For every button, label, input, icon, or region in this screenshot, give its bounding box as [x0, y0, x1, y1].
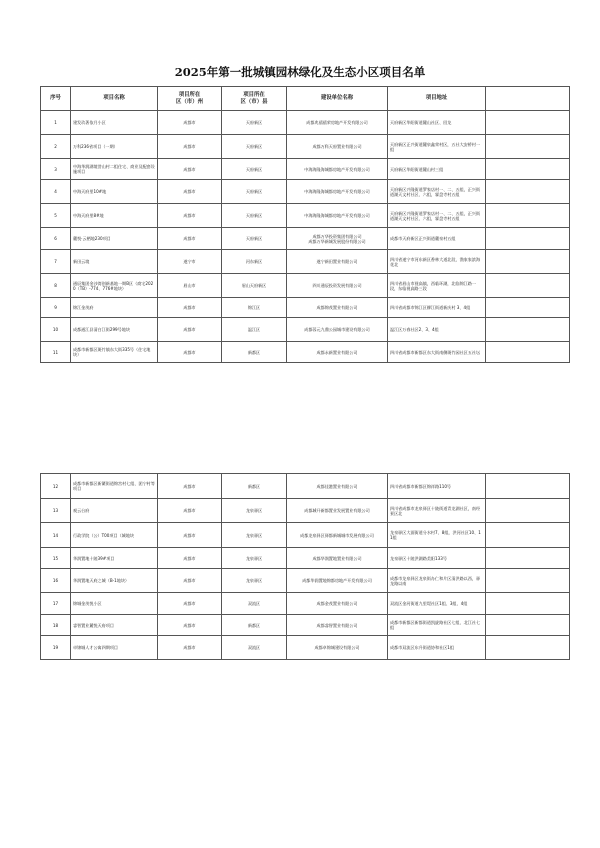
cell-name: 通辰集团金沙湾创新基地一期B区（商宅2020（TB）-774、776#地块） — [71, 274, 158, 298]
cell-no: 1 — [41, 111, 71, 135]
cell-unit: 中海海隆海城都房地产开发有限公司 — [287, 180, 388, 204]
cell-extra — [486, 569, 570, 593]
cell-addr: 成都市双流区东升街道协和社区1组 — [388, 636, 486, 660]
cell-addr: 龙泉驿区大面街道分水村7、8组，洪河社区10、11组 — [388, 523, 486, 548]
cell-unit: 成都永新置业有限公司 — [287, 342, 388, 363]
cell-county: 温江区 — [222, 318, 287, 342]
table-row — [41, 615, 570, 636]
cell-addr: 四川省眉山市视高镇，西临环湖，北临锦江路一段，东临视高路三段 — [388, 274, 486, 298]
table-row — [41, 298, 570, 318]
cell-no: 18 — [41, 615, 71, 636]
cell-unit: 成都龙泉驿区驿都新城城市发展有限公司 — [287, 523, 388, 548]
cell-city: 成都市 — [158, 636, 222, 660]
cell-name: 中海天府里10#地 — [71, 180, 158, 204]
cell-unit: 成都万科天府置业有限公司 — [287, 135, 388, 159]
cell-extra — [486, 298, 570, 318]
cell-extra — [486, 274, 570, 298]
header-city: 项目所在 区（市）州 — [158, 87, 222, 111]
cell-no: 16 — [41, 569, 71, 593]
cell-city: 成都市 — [158, 593, 222, 615]
cell-city: 成都市 — [158, 569, 222, 593]
cell-extra — [486, 342, 570, 363]
cell-county: 新都区 — [222, 342, 287, 363]
cell-addr: 四川省成都市新都区东大街南侧斑竹园社区五社坛 — [388, 342, 486, 363]
cell-extra — [486, 499, 570, 523]
cell-name: 观云台府 — [71, 499, 158, 523]
cell-city: 成都市 — [158, 135, 222, 159]
cell-name: 华润置地十陵39#项目 — [71, 548, 158, 569]
cell-extra — [486, 180, 570, 204]
cell-name: 成都通江县清白江街299号地块 — [71, 318, 158, 342]
cell-city: 成都市 — [158, 159, 222, 180]
table-row — [41, 135, 570, 159]
cell-county: 龙泉驿区 — [222, 548, 287, 569]
cell-county: 双流区 — [222, 636, 287, 660]
cell-no: 11 — [41, 342, 71, 363]
cell-county: 天府新区 — [222, 228, 287, 250]
cell-county: 新都区 — [222, 474, 287, 499]
table-row — [41, 180, 570, 204]
cell-unit: 成都卓锦城建设有限公司 — [287, 636, 388, 660]
header-seq: 序号 — [41, 87, 71, 111]
cell-no: 5 — [41, 204, 71, 228]
cell-name: 成都市新都区新繁街道锦宫村七组、团宁村等项目 — [71, 474, 158, 499]
cell-addr: 成都市天府新区正兴街道麓泉村五组 — [388, 228, 486, 250]
cell-unit: 成都华润置地锦都房地产开发有限公司 — [287, 569, 388, 593]
cell-city: 成都市 — [158, 204, 222, 228]
cell-unit: 成都蓉元九鼎公园城市建设有限公司 — [287, 318, 388, 342]
cell-extra — [486, 593, 570, 615]
cell-name: 卓锦城人才公寓四期项目 — [71, 636, 158, 660]
cell-city: 成都市 — [158, 180, 222, 204]
table-row — [41, 569, 570, 593]
cell-name: 万科236省项目（一期） — [71, 135, 158, 159]
header-extra — [486, 87, 570, 111]
header-project-name: 项目名称 — [71, 87, 158, 111]
cell-addr: 天府新区兴隆街道罗家店村一、二、五组，正兴街道湖天文村社区、六组，霖盘寺村五组 — [388, 180, 486, 204]
cell-city: 成都市 — [158, 298, 222, 318]
cell-unit: 成都万华投资集团有限公司 成都万华新城发展股份有限公司 — [287, 228, 388, 250]
table-row — [41, 228, 570, 250]
cell-addr: 天府新区华阳街道麓山村三组 — [388, 159, 486, 180]
cell-no: 19 — [41, 636, 71, 660]
table-row — [41, 250, 570, 274]
cell-city: 成都市 — [158, 523, 222, 548]
cell-name: 新田云境 — [71, 250, 158, 274]
cell-addr: 成都市龙泉驿区龙泉街办仁和片区清洪路以西，驿龙路以南 — [388, 569, 486, 593]
cell-name: 中海华润湖境誉山村二组住宅、商业及配套设施项目 — [71, 159, 158, 180]
cell-unit: 中海海隆海城都房地产开发有限公司 — [287, 204, 388, 228]
cell-extra — [486, 615, 570, 636]
cell-county: 龙泉驿区 — [222, 499, 287, 523]
cell-no: 10 — [41, 318, 71, 342]
table-row — [41, 474, 570, 499]
project-table-page2 — [40, 473, 570, 660]
cell-extra — [486, 474, 570, 499]
cell-unit: 成都华润置地置业有限公司 — [287, 548, 388, 569]
cell-no: 3 — [41, 159, 71, 180]
cell-addr: 龙泉驿区十陵洪湖路美阳133号 — [388, 548, 486, 569]
cell-addr: 天府新区正兴街道麓泉鑫荣村区，五社大安桥村一组 — [388, 135, 486, 159]
header-county: 项目所在 区（市）县 — [222, 87, 287, 111]
cell-no: 7 — [41, 250, 71, 274]
cell-name: 中海天府里8#地 — [71, 204, 158, 228]
cell-extra — [486, 250, 570, 274]
cell-addr: 四川省成都市锦江区柳江街道新庆村 3、4组 — [388, 298, 486, 318]
cell-name: 行政学院（公）T00项目（城地块 — [71, 523, 158, 548]
table-header-row — [41, 87, 570, 111]
cell-city: 成都市 — [158, 228, 222, 250]
cell-county: 锦江区 — [222, 298, 287, 318]
cell-city: 成都市 — [158, 474, 222, 499]
cell-unit: 成都金茂置业有限公司 — [287, 593, 388, 615]
cell-unit: 成都兆禧禧荣房地产开发有限公司 — [287, 111, 388, 135]
cell-unit: 四川通辰投资发展有限公司 — [287, 274, 388, 298]
cell-city: 遂宁市 — [158, 250, 222, 274]
table-row — [41, 499, 570, 523]
table-row — [41, 274, 570, 298]
table-row — [41, 159, 570, 180]
cell-extra — [486, 548, 570, 569]
cell-no: 6 — [41, 228, 71, 250]
table-row — [41, 523, 570, 548]
cell-city: 成都市 — [158, 548, 222, 569]
cell-extra — [486, 111, 570, 135]
cell-city: 成都市 — [158, 342, 222, 363]
cell-city: 成都市 — [158, 499, 222, 523]
cell-no: 14 — [41, 523, 71, 548]
cell-name: 华润置地天府之城（B-1地块） — [71, 569, 158, 593]
document-title: 2025年第一批城镇园林绿化及生态小区项目名单 — [174, 65, 426, 79]
cell-extra — [486, 204, 570, 228]
table-row — [41, 111, 570, 135]
cell-no: 8 — [41, 274, 71, 298]
header-unit: 建设单位名称 — [287, 87, 388, 111]
cell-no: 17 — [41, 593, 71, 615]
cell-no: 12 — [41, 474, 71, 499]
cell-city: 成都市 — [158, 318, 222, 342]
cell-extra — [486, 636, 570, 660]
cell-county: 天府新区 — [222, 135, 287, 159]
cell-unit: 成都城开新都置业发展置业有限公司 — [287, 499, 388, 523]
cell-no: 9 — [41, 298, 71, 318]
cell-unit: 成都睿智置业有限公司 — [287, 615, 388, 636]
cell-city: 眉山市 — [158, 274, 222, 298]
cell-addr: 天府新区华阳街道麓山社区、回龙 — [388, 111, 486, 135]
cell-extra — [486, 523, 570, 548]
table-row — [41, 342, 570, 363]
cell-county: 眉山天府新区 — [222, 274, 287, 298]
table-row — [41, 318, 570, 342]
cell-unit: 中海海隆海城都房地产开发有限公司 — [287, 159, 388, 180]
cell-addr: 四川省遂宁市河东新区香林大道北段，渔家家滨海花北 — [388, 250, 486, 274]
cell-county: 龙泉驿区 — [222, 523, 287, 548]
cell-name: 锦城金茂悦小区 — [71, 593, 158, 615]
cell-name: 睿智置业麓悦天府项目 — [71, 615, 158, 636]
cell-addr: 天府新区兴隆街道罗家店村一、二、五组，正兴街道湖天文村社区、六组，霖盘寺村五组 — [388, 204, 486, 228]
cell-county: 河东新区 — [222, 250, 287, 274]
table-row — [41, 593, 570, 615]
header-address: 项目地址 — [388, 87, 486, 111]
cell-county: 双流区 — [222, 593, 287, 615]
cell-extra — [486, 135, 570, 159]
cell-county: 天府新区 — [222, 111, 287, 135]
cell-city: 成都市 — [158, 111, 222, 135]
cell-addr: 四川省成都市龙泉驿区十陵街道青龙湖社区，南经景区北 — [388, 499, 486, 523]
cell-county: 天府新区 — [222, 204, 287, 228]
cell-county: 新都区 — [222, 615, 287, 636]
cell-addr: 四川省成都市新都区锦祥路110号 — [388, 474, 486, 499]
cell-no: 2 — [41, 135, 71, 159]
cell-addr: 温江区万春社区2、3、4组 — [388, 318, 486, 342]
cell-addr: 成都市新都区新都街道凯旋路社区七组、北江社七组 — [388, 615, 486, 636]
project-table-page1 — [40, 86, 570, 363]
cell-unit: 遂宁新田置业有限公司 — [287, 250, 388, 274]
table-row — [41, 204, 570, 228]
cell-name: 锦江金茂府 — [71, 298, 158, 318]
cell-name: 建发玖著依月小区 — [71, 111, 158, 135]
cell-name: 麓悦·云栖地230项目 — [71, 228, 158, 250]
cell-no: 13 — [41, 499, 71, 523]
cell-no: 4 — [41, 180, 71, 204]
cell-county: 天府新区 — [222, 180, 287, 204]
cell-extra — [486, 159, 570, 180]
cell-county: 天府新区 — [222, 159, 287, 180]
table-row — [41, 636, 570, 660]
cell-county: 龙泉驿区 — [222, 569, 287, 593]
cell-city: 成都市 — [158, 615, 222, 636]
cell-addr: 双流区金河街道九里堤社区1组、3组、4组 — [388, 593, 486, 615]
cell-no: 15 — [41, 548, 71, 569]
table-row — [41, 548, 570, 569]
cell-unit: 成都佳港置业有限公司 — [287, 474, 388, 499]
cell-extra — [486, 228, 570, 250]
cell-name: 成都市新都区斑竹镇东大街335号（住宅地块） — [71, 342, 158, 363]
cell-unit: 成都锦茂置业有限公司 — [287, 298, 388, 318]
cell-extra — [486, 318, 570, 342]
